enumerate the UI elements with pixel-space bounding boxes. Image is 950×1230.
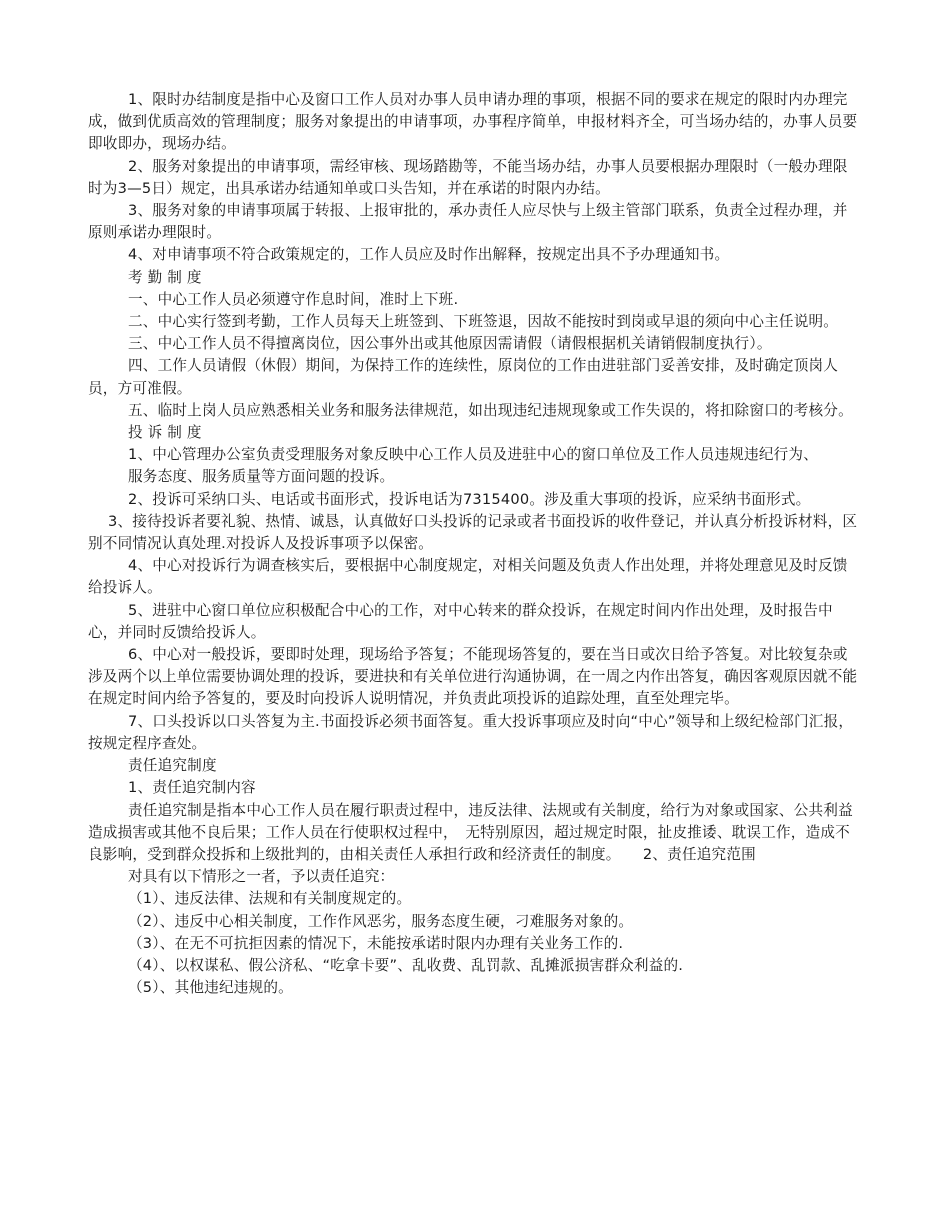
paragraph-attendance-2: 二、中心实行签到考勤，工作人员每天上班签到、下班签退，因故不能按时到岗或早退的须向中心主任说明。 bbox=[128, 313, 839, 331]
paragraph-complaint-4: 4、中心对投诉行为调查核实后，要根据中心制度规定，对相关问题及负责人作出处理，并将处理意见及时反馈给投诉人。 bbox=[88, 557, 848, 597]
section-heading-accountability: 责任追究制度 bbox=[128, 757, 217, 775]
list-item-accountability-1: （1）、违反法律、法规和有关制度规定的。 bbox=[128, 890, 412, 908]
paragraph-complaint-5: 5、进驻中心窗口单位应积极配合中心的工作，对中心转来的群众投诉，在规定时间内作出处理，及时报告中心，并同时反馈给投诉人。 bbox=[88, 601, 833, 641]
list-item-accountability-2: （2）、违反中心相关制度，工作作风恶劣，服务态度生硬，刁难服务对象的。 bbox=[128, 912, 634, 930]
paragraph-complaint-3: 3、接待投诉者要礼貌、热情、诚恳，认真做好口头投诉的记录或者书面投诉的收件登记，并认真分析投诉材料，区别不同情况认真处理.对投诉人及投诉事项予以保密。 bbox=[88, 512, 858, 553]
paragraph-complaint-2: 2、投诉可采纳口头、电话或书面形式，投诉电话为7315400。涉及重大事项的投诉，应采纳书面形式。 bbox=[128, 490, 811, 508]
section-heading-complaint: 投 诉 制 度 bbox=[128, 424, 202, 442]
paragraph-time-limit-2: 2、服务对象提出的申请事项，需经审核、现场踏勘等，不能当场办结，办事人员要根据办理限时（一般办理限时为3—5日）规定，出具承诺办结通知单或口头告知，并在承诺的时限内办结。 bbox=[88, 157, 848, 197]
paragraph-complaint-7: 7、口头投诉以口头答复为主.书面投诉必须书面答复。重大投诉事项应及时向“中心”领导和上级纪检部门汇报，按规定程序查处。 bbox=[88, 712, 854, 752]
list-item-accountability-5: （5）、其他违纪违规的。 bbox=[128, 979, 293, 997]
paragraph-complaint-1-cont: 服务态度、服务质量等方面问题的投诉。 bbox=[128, 468, 395, 486]
paragraph-accountability-definition: 责任追究制是指本中心工作人员在履行职责过程中，违反法律、法规或有关制度，给行为对象或国家、公共利益造成损害或其他不良后果；工作人员在行使职权过程中， 无特别原因，超过规定时限，扯皮推诿、耽误工作，造成不良影响，受到群众投拆和上级批判的，由相关责任人承担行政和经济责任的制度。 2、责任追究范围 bbox=[88, 801, 853, 863]
paragraph-time-limit-1: 1、限时办结制度是指中心及窗口工作人员对办事人员申请办理的事项，根据不同的要求在规定的限时内办理完成，做到优质高效的管理制度；服务对象提出的申请事项，办事程序简单，申报材料齐全，可当场办结的，办事人员要即收即办，现场办结。 bbox=[88, 91, 858, 153]
list-item-accountability-3: （3）、在无不可抗拒因素的情况下，未能按承诺时限内办理有关业务工作的. bbox=[128, 934, 624, 952]
paragraph-attendance-4: 四、工作人员请假（休假）期间，为保持工作的连续性，原岗位的工作由进驻部门妥善安排，及时确定顶岗人员，方可准假。 bbox=[88, 357, 839, 397]
paragraph-attendance-5: 五、临时上岗人员应熟悉相关业务和服务法律规范，如出现违纪违规现象或工作失误的，将扣除窗口的考核分。 bbox=[128, 401, 853, 419]
document-body bbox=[0, 89, 950, 999]
paragraph-accountability-intro: 对具有以下情形之一者，予以责任追究： bbox=[128, 868, 395, 886]
paragraph-attendance-1: 一、中心工作人员必须遵守作息时间，准时上下班. bbox=[128, 290, 459, 308]
paragraph-complaint-1: 1、中心管理办公室负责受理服务对象反映中心工作人员及进驻中心的窗口单位及工作人员违规违纪行为、 bbox=[128, 446, 819, 464]
paragraph-accountability-heading-1: 1、责任追究制内容 bbox=[128, 779, 256, 797]
paragraph-time-limit-3: 3、服务对象的申请事项属于转报、上报审批的，承办责任人应尽快与上级主管部门联系，负责全过程办理，并原则承诺办理限时。 bbox=[88, 202, 848, 242]
section-heading-attendance: 考 勤 制 度 bbox=[128, 268, 202, 286]
paragraph-time-limit-4: 4、对申请事项不符合政策规定的，工作人员应及时作出解释，按规定出具不予办理通知书。 bbox=[128, 246, 730, 264]
paragraph-attendance-3: 三、中心工作人员不得擅离岗位，因公事外出或其他原因需请假（请假根据机关请销假制度执行）。 bbox=[128, 335, 772, 353]
list-item-accountability-4: （4）、以权谋私、假公济私、“吃拿卡要”、乱收费、乱罚款、乱摊派损害群众利益的. bbox=[128, 956, 684, 974]
paragraph-complaint-6: 6、中心对一般投诉，要即时处理，现场给予答复；不能现场答复的，要在当日或次日给予答复。对比较复杂或涉及两个以上单位需要协调处理的投诉，要进抉和有关单位进行沟通协调，在一周之内作出答复，确因客观原因就不能在规定时间内给予答复的，要及时向投诉人说明情况，并负责此项投诉的追踪处理，直至处理完毕。 bbox=[88, 646, 858, 708]
